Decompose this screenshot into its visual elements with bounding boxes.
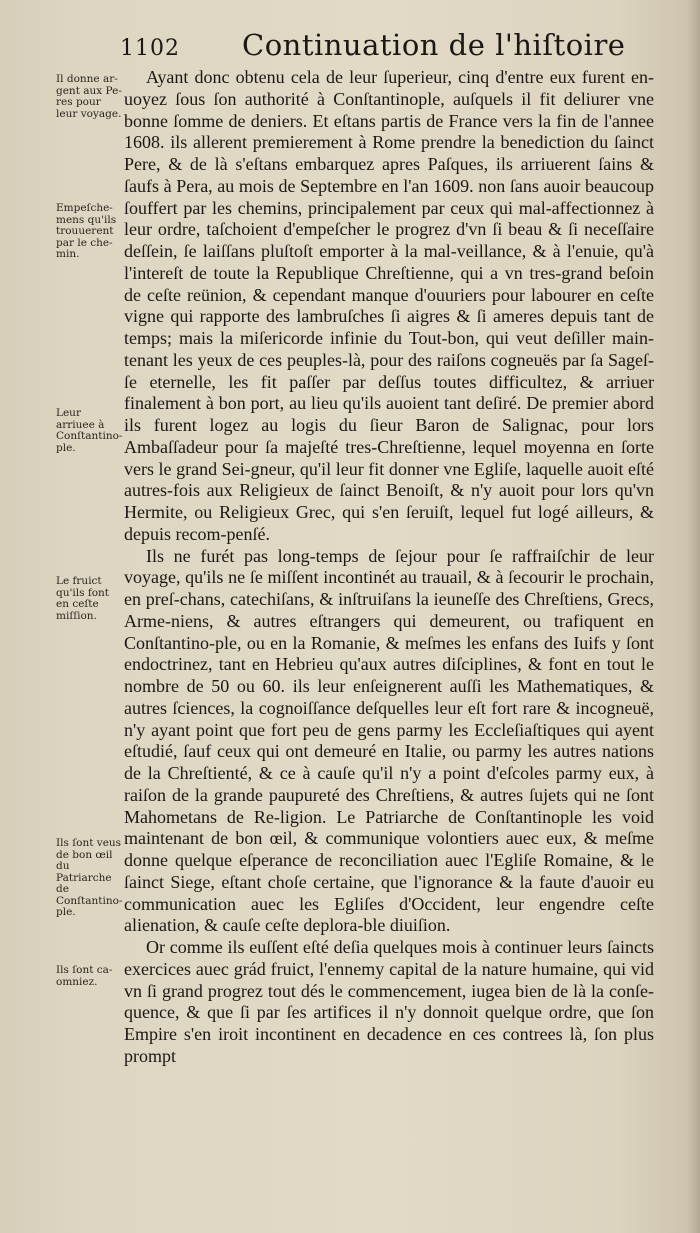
page-header xyxy=(110,28,670,68)
marginal-note: Empeſche-mens qu'ils trouuerent par le che-min. xyxy=(56,202,117,260)
marginal-note: Ils ſont ca-omniez. xyxy=(56,964,113,988)
paragraph: Or comme ils euſſent eſté deſia quelques mois à continuer leurs ſaincts exercices auec grád fruict, l'ennemy capital de la nature humaine, qui vid vn ſi grand progrez tout dés le commencement, iugea bien de là la conſe-quence, & que ſi par ſes artifices il n'y donnoit quelque ordre, que ſon Empire s'en iroit incontinent en decadence en ces contrees là, ſon plus prompt xyxy=(124,937,654,1066)
marginal-note: Ils ſont veus de bon œil du Patriarche de Conſtantino-ple. xyxy=(56,837,123,918)
paragraph: Ayant donc obtenu cela de leur ſuperieur, cinq d'entre eux furent en-uoyez ſous ſon authorité à Conſtantinople, auſquels il fit deliurer vne bonne ſomme de deniers. Et eſtans partis de France vers la fin de l'annee 1608. ils allerent premierement à Rome prendre la benediction du ſainct Pere, & de là s'eſtans embarquez apres Paſques, ils arriuerent ſains & ſaufs à Pera, au mois de Septembre en l'an 1609. non ſans auoir beaucoup ſouffert par les chemins, principalement par ceux qui mal-affectionnez à leur ordre, taſchoient d'empeſcher le progrez d'vn ſi beau & ſi neceſſaire deſſein, ſe laiſſans pluſtoſt emporter à la mal-veillance, & à l'enuie, qu'à l'intereſt de toute la Republique Chreſtienne, qui a vn tres-grand beſoin de ceſte reünion, & cependant manque d'ouuriers pour labourer en ceſte vigne qui rapporte des lambruſches ſi aigres & ſi ameres depuis tant de temps; mais la miſericorde infinie du Tout-bon, qui veut deſiller main-tenant les yeux de ces peuples-là, pour des raiſons cogneuës par ſa Sageſ-ſe eternelle, les fit paſſer par deſſus toutes difficultez, & arriuer finalement à bon port, au lieu qu'ils auoient tant deſiré. De premier abord ils furent logez au logis du ſieur Baron de Salignac, pour lors Ambaſſadeur pour ſa majeſté tres-Chreſtienne, lequel moyenna en ſorte vers le grand Sei-gneur, qu'il leur fit donner vne Egliſe, laquelle auoit eſté autres-fois aux Religieux de ſainct Benoiſt, & n'y auoit pour lors qu'vn Hermite, ou Religieux Grec, qui s'en ſeruiſt, lequel fut logé ailleurs, & depuis recom-penſé. xyxy=(124,67,654,544)
marginal-note: Leur arriuee à Conſtantino-ple. xyxy=(56,407,123,454)
marginal-note: Il donne ar-gent aux Pe-res pour leur voyage. xyxy=(56,73,122,120)
running-title: Continuation de l'hiſtoire xyxy=(242,28,626,62)
paragraph: Ils ne furét pas long-temps de ſejour pour ſe raffraiſchir de leur voyage, qu'ils ne ſe miſſent incontinét au trauail, & à ſecourir le prochain, en preſ-chans, catechiſans, & inſtruiſans la ieuneſſe des Chreſtiens, Grecs, Arme-niens, & autres eſtrangers qui demeurent, ou trafiquent en Conſtantino-ple, ou en la Romanie, & meſmes les enfans des Iuifs y ſont endoctrinez, tant en Hebrieu qu'aux autres diſciplines, & font en tout le nombre de 50 ou 60. ils leur enſeignerent auſſi les Mathematiques, & autres ſciences, la cognoiſſance deſquelles leur eſt fort rare & incogneuë, n'y ayant point que fort peu de gens parmy les Eccleſiaſtiques qui ayent eſtudié, ſauf ceux qui ont demeuré en Italie, ou parmy les autres nations de la Chreſtienté, & ce à cauſe qu'il n'y a point d'eſcoles parmy eux, à raiſon de la grande paupureté des Chreſtiens, & autres ſujets qui ne ſont Mahometans de Re-ligion. Le Patriarche de Conſtantinople les void maintenant de bon œil, & communique volontiers auec eux, & meſme donne quelque eſperance de reconciliation auec l'Egliſe Romaine, & le ſainct Siege, eſtant choſe certaine, que l'ignorance & la faute d'auoir eu communication auec les Egliſes d'Occident, leur engendre ceſte alienation, & cauſe ceſte deplora-ble diuiſion. xyxy=(124,545,654,936)
body-text xyxy=(124,67,654,1068)
page-number: 1102 xyxy=(120,36,180,61)
marginal-note: Le fruict qu'ils font en ceſte miſſion. xyxy=(56,575,110,622)
page-edge-shadow xyxy=(686,0,700,1233)
